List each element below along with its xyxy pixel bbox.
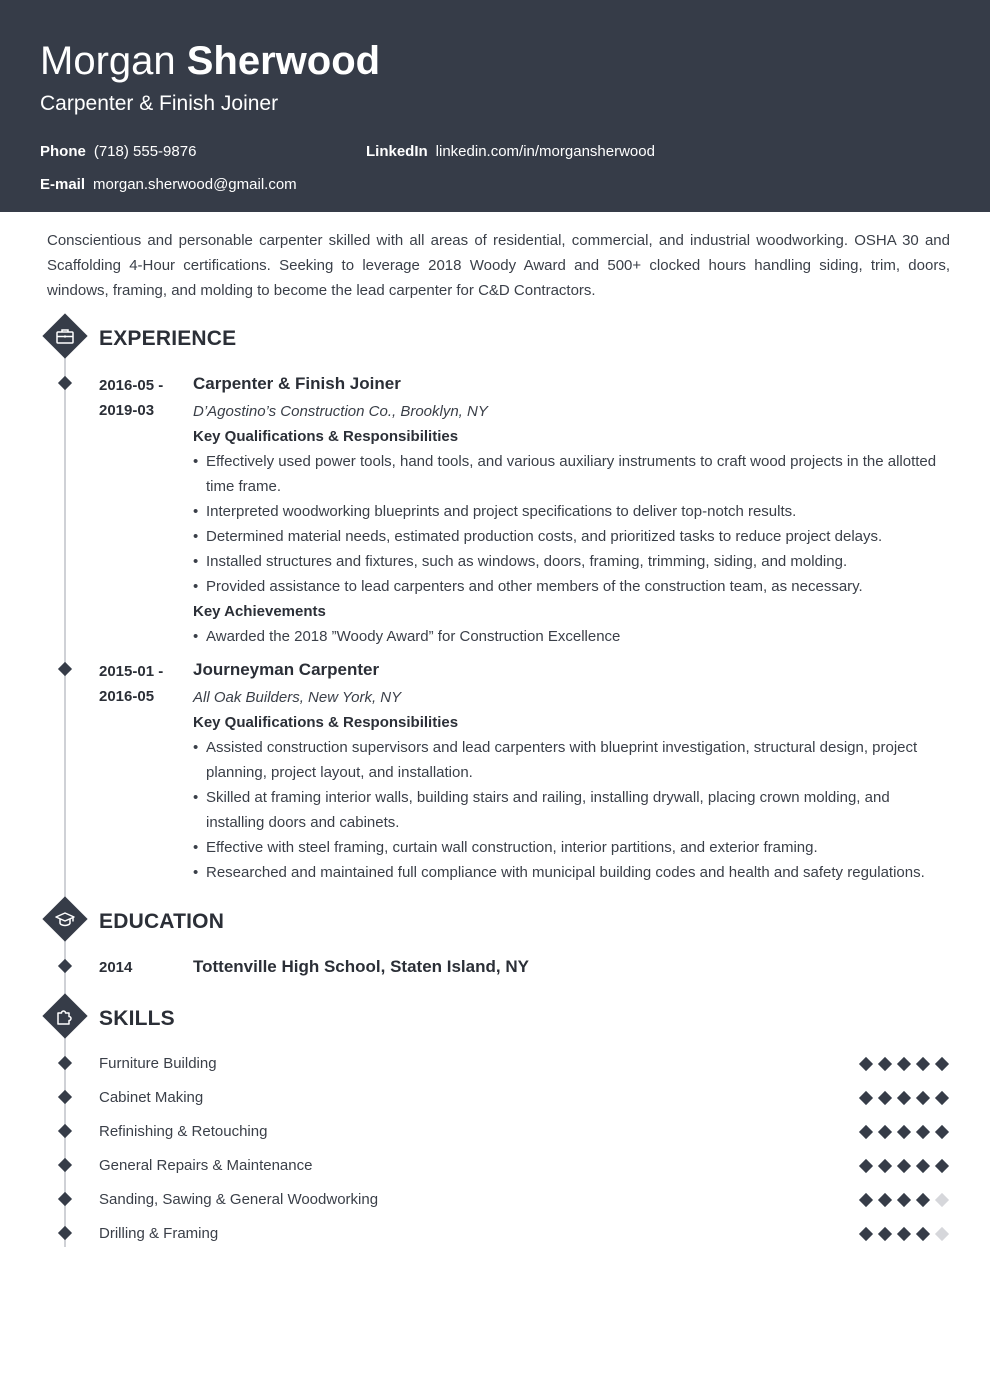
skill-rating xyxy=(859,1125,951,1139)
phone-value[interactable]: (718) 555-9876 xyxy=(93,143,197,160)
education-school: Tottenville High School, Staten Island, NY xyxy=(193,957,529,976)
list-item: • Determined material needs, estimated production costs, and prioritized tasks to reduce project delays. xyxy=(193,524,950,549)
list-item: • Interpreted woodworking blueprints and project specifications to deliver top-notch results. xyxy=(193,499,950,524)
candidate-title: Carpenter & Finish Joiner xyxy=(40,92,279,115)
job-title: Journeyman Carpenter xyxy=(193,660,380,679)
last-name: Sherwood xyxy=(186,39,381,83)
list-item: • Provided assistance to lead carpenters and other members of the construction team, as necessary. xyxy=(193,574,950,599)
skill-name: Cabinet Making xyxy=(99,1089,204,1106)
responsibilities-list xyxy=(193,449,950,599)
list-item: • Awarded the 2018 ”Woody Award” for Construction Excellence xyxy=(193,624,950,649)
responsibilities-list xyxy=(193,735,950,885)
responsibilities-heading: Key Qualifications & Responsibilities xyxy=(193,428,459,445)
briefcase-icon xyxy=(42,313,87,358)
skill-name: Refinishing & Retouching xyxy=(99,1123,268,1140)
rating-filled-diamond xyxy=(935,1091,949,1105)
timeline-marker xyxy=(58,376,72,390)
rating-filled-diamond xyxy=(935,1125,949,1139)
puzzle-icon xyxy=(42,993,87,1038)
skill-name: General Repairs & Maintenance xyxy=(99,1157,313,1174)
phone-label: Phone xyxy=(40,143,86,160)
timeline-marker xyxy=(58,1124,72,1138)
timeline-marker xyxy=(58,1226,72,1240)
skill-rating xyxy=(859,1159,951,1173)
resume-header xyxy=(0,0,990,212)
skill-name: Drilling & Framing xyxy=(99,1225,219,1242)
rating-filled-diamond xyxy=(897,1125,911,1139)
skill-rating xyxy=(859,1091,951,1105)
rating-filled-diamond xyxy=(916,1125,930,1139)
rating-filled-diamond xyxy=(859,1125,873,1139)
rating-filled-diamond xyxy=(916,1227,930,1241)
email-link[interactable]: morgan.sherwood@gmail.com xyxy=(93,176,297,193)
skill-rating xyxy=(859,1193,951,1207)
rating-filled-diamond xyxy=(935,1159,949,1173)
rating-filled-diamond xyxy=(897,1159,911,1173)
rating-filled-diamond xyxy=(878,1057,892,1071)
rating-filled-diamond xyxy=(859,1159,873,1173)
timeline-marker xyxy=(58,1056,72,1070)
job-company: D’Agostino’s Construction Co., Brooklyn, NY xyxy=(193,403,488,420)
timeline-marker xyxy=(58,959,72,973)
timeline-marker xyxy=(58,1158,72,1172)
rating-filled-diamond xyxy=(878,1125,892,1139)
contact-linkedin xyxy=(366,143,655,161)
rating-filled-diamond xyxy=(897,1091,911,1105)
rating-filled-diamond xyxy=(878,1159,892,1173)
rating-filled-diamond xyxy=(878,1091,892,1105)
rating-filled-diamond xyxy=(897,1193,911,1207)
rating-filled-diamond xyxy=(859,1193,873,1207)
rating-filled-diamond xyxy=(916,1159,930,1173)
list-item: • Assisted construction supervisors and lead carpenters with blueprint investigation, structural design, project planning, project layout, and installation. xyxy=(193,735,950,785)
skill-name: Furniture Building xyxy=(99,1055,217,1072)
rating-filled-diamond xyxy=(859,1091,873,1105)
rating-filled-diamond xyxy=(916,1193,930,1207)
achievements-list xyxy=(193,624,950,649)
timeline-marker xyxy=(58,662,72,676)
rating-filled-diamond xyxy=(878,1227,892,1241)
email-label: E-mail xyxy=(40,176,86,193)
list-item: • Effectively used power tools, hand tools, and various auxiliary instruments to craft wood projects in the allotted time frame. xyxy=(193,449,950,499)
rating-filled-diamond xyxy=(859,1227,873,1241)
summary: Conscientious and personable carpenter skilled with all areas of residential, commercial, and industrial woodworking. OSHA 30 and Scaffolding 4-Hour certifications. Seeking to leverage 2018 Woody Award and 500+ clocked hours handling siding, trim, doors, windows, framing, and molding to become the lead carpenter for C&D Contractors. xyxy=(47,232,950,299)
rating-filled-diamond xyxy=(897,1227,911,1241)
rating-filled-diamond xyxy=(916,1091,930,1105)
contact-phone xyxy=(40,143,196,161)
rating-empty-diamond xyxy=(935,1227,949,1241)
skills-heading: SKILLS xyxy=(99,1007,175,1030)
achievements-heading: Key Achievements xyxy=(193,603,326,620)
list-item: • Effective with steel framing, curtain wall construction, interior partitions, and exterior framing. xyxy=(193,835,950,860)
responsibilities-heading: Key Qualifications & Responsibilities xyxy=(193,714,459,731)
experience-timeline xyxy=(64,352,66,900)
rating-filled-diamond xyxy=(916,1057,930,1071)
first-name: Morgan xyxy=(40,39,176,83)
timeline-marker xyxy=(58,1090,72,1104)
skill-rating xyxy=(859,1057,951,1071)
rating-filled-diamond xyxy=(878,1193,892,1207)
linkedin-link[interactable]: linkedin.com/in/morgansherwood xyxy=(435,143,655,160)
rating-filled-diamond xyxy=(859,1057,873,1071)
contact-email xyxy=(40,176,297,194)
education-year: 2014 xyxy=(99,959,133,976)
job-company: All Oak Builders, New York, NY xyxy=(193,689,402,706)
skill-name: Sanding, Sawing & General Woodworking xyxy=(99,1191,379,1208)
job-dates: 2016-05 - 2019-03 xyxy=(99,377,164,419)
education-heading: EDUCATION xyxy=(99,910,225,933)
rating-filled-diamond xyxy=(935,1057,949,1071)
list-item: • Installed structures and fixtures, such as windows, doors, framing, trimming, siding, and molding. xyxy=(193,549,950,574)
rating-empty-diamond xyxy=(935,1193,949,1207)
skill-rating xyxy=(859,1227,951,1241)
job-dates: 2015-01 - 2016-05 xyxy=(99,663,164,705)
linkedin-label: LinkedIn xyxy=(366,143,428,160)
candidate-name xyxy=(40,38,380,84)
experience-heading: EXPERIENCE xyxy=(99,327,237,350)
job-title: Carpenter & Finish Joiner xyxy=(193,374,401,393)
list-item: • Researched and maintained full compliance with municipal building codes and health and safety regulations. xyxy=(193,860,950,885)
rating-filled-diamond xyxy=(897,1057,911,1071)
graduation-cap-icon xyxy=(42,896,87,941)
timeline-marker xyxy=(58,1192,72,1206)
list-item: • Skilled at framing interior walls, building stairs and railing, installing drywall, placing crown molding, and installing doors and cabinets. xyxy=(193,785,950,835)
